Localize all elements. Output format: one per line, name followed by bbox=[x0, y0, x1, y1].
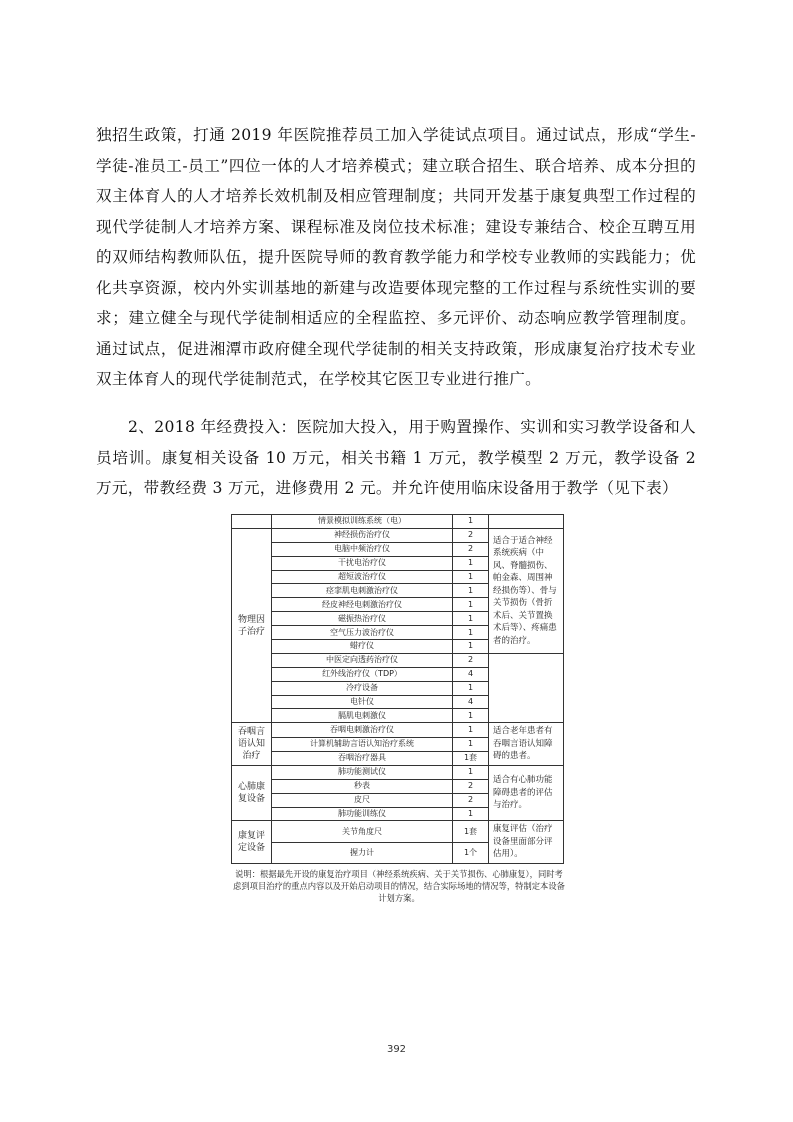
equipment-name: 吞咽电刺激治疗仪 bbox=[272, 723, 453, 737]
equipment-qty: 1 bbox=[453, 681, 489, 695]
equipment-qty: 2 bbox=[453, 779, 489, 793]
equipment-name: 超短波治疗仪 bbox=[272, 570, 453, 584]
equipment-name: 电针仪 bbox=[272, 695, 453, 709]
note-cardio: 适合有心肺功能障碍患者的评估与治疗。 bbox=[489, 765, 564, 821]
equipment-qty: 1 bbox=[453, 626, 489, 640]
equipment-name: 膈肌电刺激仪 bbox=[272, 709, 453, 723]
category-physical: 物理因子治疗 bbox=[232, 528, 272, 722]
note-cell-empty bbox=[489, 515, 564, 529]
category-cell-empty bbox=[232, 515, 272, 529]
equipment-qty: 1 bbox=[453, 640, 489, 654]
equipment-name: 秒表 bbox=[272, 779, 453, 793]
note-assess: 康复评估（治疗设备里面部分评估用）。 bbox=[489, 821, 564, 864]
note-speech: 适合老年患者有吞咽言语认知障碍的患者。 bbox=[489, 723, 564, 766]
equipment-qty: 1 bbox=[453, 737, 489, 751]
equipment-name: 经皮神经电刺激治疗仪 bbox=[272, 598, 453, 612]
equipment-qty: 1个 bbox=[453, 842, 489, 863]
equipment-qty: 1 bbox=[453, 598, 489, 612]
equipment-qty: 2 bbox=[453, 793, 489, 807]
category-cardio: 心肺康复设备 bbox=[232, 765, 272, 821]
note-cell-empty bbox=[489, 653, 564, 722]
equipment-name: 情景模拟训练系统（电） bbox=[272, 515, 453, 529]
table-row bbox=[232, 723, 564, 737]
equipment-qty: 1 bbox=[453, 723, 489, 737]
body-paragraph-2: 2、2018 年经费投入：医院加大投入，用于购置操作、实训和实习教学设备和人员培训。康复相关设备 10 万元，相关书籍 1 万元，教学模型 2 万元，教学设备 2 万元，带教经费 3 万元，进修费用 2 元。并允许使用临床设备用于教学（见下表） bbox=[96, 418, 696, 497]
body-paragraph-1: 独招生政策，打通 2019 年医院推荐员工加入学徒试点项目。通过试点，形成“学生-学徒-准员工-员工”四位一体的人才培养模式；建立联合招生、联合培养、成本分担的双主体育人的人才培养长效机制及相应管理制度；共同开发基于康复典型工作过程的现代学徒制人才培养方案、课程标准及岗位技术标准；建设专兼结合、校企互聘互用的双师结构教师队伍，提升医院导师的教育教学能力和学校专业教师的实践能力；优化共享资源，校内外实训基地的新建与改造要体现完整的工作过程与系统性实训的要求；建立健全与现代学徒制相适应的全程监控、多元评价、动态响应教学管理制度。通过试点，促进湘潭市政府健全现代学徒制的相关支持政策，形成康复治疗技术专业双主体育人的现代学徒制范式，在学校其它医卫专业进行推广。 bbox=[96, 126, 696, 388]
equipment-name: 中医定向透药治疗仪 bbox=[272, 653, 453, 667]
table-row bbox=[232, 765, 564, 779]
equipment-qty: 1 bbox=[453, 765, 489, 779]
equipment-table-figure bbox=[231, 514, 563, 904]
table-row bbox=[232, 821, 564, 842]
equipment-name: 电脑中频治疗仪 bbox=[272, 542, 453, 556]
equipment-name: 肺功能测试仪 bbox=[272, 765, 453, 779]
equipment-qty: 1套 bbox=[453, 821, 489, 842]
equipment-name: 痉挛肌电刺激治疗仪 bbox=[272, 584, 453, 598]
equipment-name: 冷疗设备 bbox=[272, 681, 453, 695]
equipment-qty: 4 bbox=[453, 695, 489, 709]
equipment-name: 关节角度尺 bbox=[272, 821, 453, 842]
equipment-name: 磁振热治疗仪 bbox=[272, 612, 453, 626]
equipment-qty: 1套 bbox=[453, 751, 489, 765]
equipment-name: 肺功能训练仪 bbox=[272, 807, 453, 821]
equipment-qty: 1 bbox=[453, 807, 489, 821]
equipment-name: 皮尺 bbox=[272, 793, 453, 807]
equipment-name: 蜡疗仪 bbox=[272, 640, 453, 654]
equipment-qty: 1 bbox=[453, 570, 489, 584]
equipment-qty: 2 bbox=[453, 653, 489, 667]
equipment-qty: 2 bbox=[453, 542, 489, 556]
category-speech: 吞咽言语认知治疗 bbox=[232, 723, 272, 766]
table-row bbox=[232, 528, 564, 542]
equipment-name: 握力计 bbox=[272, 842, 453, 863]
table-row bbox=[232, 653, 564, 667]
equipment-qty: 1 bbox=[453, 709, 489, 723]
equipment-qty: 1 bbox=[453, 515, 489, 529]
equipment-qty: 1 bbox=[453, 584, 489, 598]
equipment-table bbox=[231, 514, 564, 864]
page-number: 392 bbox=[386, 1044, 407, 1055]
category-assess: 康复评定设备 bbox=[232, 821, 272, 864]
table-row bbox=[232, 515, 564, 529]
equipment-name: 吞咽治疗器具 bbox=[272, 751, 453, 765]
note-physical: 适合于适合神经系统疾病（中风、脊髓损伤、帕金森、周围神经损伤等）、骨与关节损伤（骨折术后、关节置换术后等）、疼痛患者的治疗。 bbox=[489, 528, 564, 653]
table-caption: 说明：根据最先开设的康复治疗项目（神经系统疾病、关于关节损伤、心肺康复），同时考虑到项目治疗的重点内容以及开始启动项目的情况，结合实际场地的情况等，特制定本设备计划方案。 bbox=[233, 868, 565, 903]
equipment-qty: 1 bbox=[453, 556, 489, 570]
equipment-name: 神经损伤治疗仪 bbox=[272, 528, 453, 542]
equipment-qty: 2 bbox=[453, 528, 489, 542]
equipment-name: 计算机辅助言语认知治疗系统 bbox=[272, 737, 453, 751]
equipment-name: 红外线治疗仪（TDP） bbox=[272, 667, 453, 681]
equipment-name: 空气压力波治疗仪 bbox=[272, 626, 453, 640]
equipment-qty: 1 bbox=[453, 612, 489, 626]
equipment-qty: 4 bbox=[453, 667, 489, 681]
equipment-name: 干扰电治疗仪 bbox=[272, 556, 453, 570]
